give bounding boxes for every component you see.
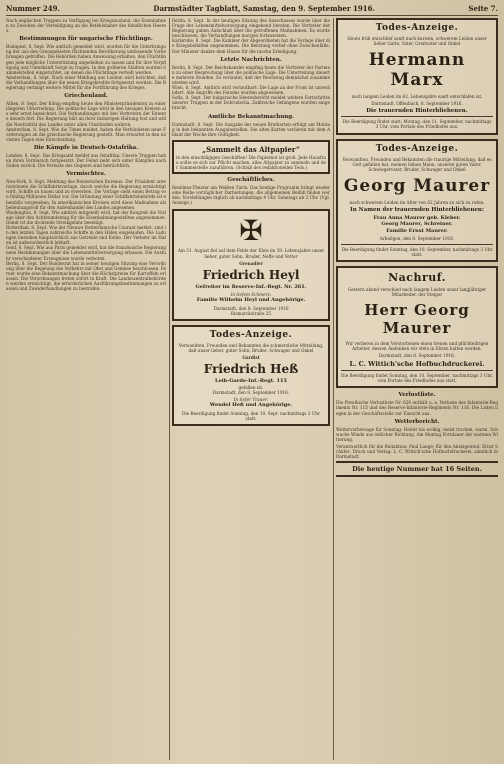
article-text: Residenz-Theater am Weißen Turm. Das heutige Programm bringt wieder eine Reihe vorzüglicher Darbietungen, die allgemeinen Beifall finden werden. Vorstellungen täglich ab nachmittags 4 Uhr. Sonntags ab 3 Uhr. (Vgl. Anzeige.) (172, 185, 330, 206)
article-heading: Wetterbericht. (394, 418, 440, 425)
notice-text: gefallen ist. (238, 384, 264, 390)
notice-funeral: Die Beerdigung findet Sonntag, den 10. Sept. nachmittags 3 Uhr statt. (182, 410, 320, 421)
column-2 (172, 18, 330, 760)
notice-heading: „Sammelt das Altpapier“ (202, 144, 300, 154)
notice-family: Familie Wilhelm Heyl und Angehörige. (196, 297, 306, 304)
masthead-date: Darmstädter Tagblatt, Samstag, den 9. September 1916. (153, 4, 375, 13)
notice-text: nach langem Leiden im 62. Lebensjahre sanft entschlafen ist. (351, 94, 483, 100)
notice-text: Wir verlieren in dem Verstorbenen einen treuen und pflichteifrigen Arbeiter, dessen Andenken wir stets in Ehren halten werden. (345, 340, 489, 351)
notice-title: Todes-Anzeige. (375, 23, 459, 33)
notice-grief: In tiefem Schmerz: (230, 292, 272, 298)
deceased-name: Georg Maurer (343, 175, 491, 196)
notice-rank: Grenadier (239, 260, 263, 266)
article-heading: Griechenland. (64, 93, 108, 100)
notice-son: Georg Maurer, Schreiner. (381, 221, 453, 228)
article-heading: Amtliche Bekanntmachung. (207, 113, 295, 120)
notice-funeral: Die Beerdigung findet Sonntag, den 10. September, nachmittags 3 Uhr statt. (341, 246, 493, 257)
divider (341, 244, 493, 245)
article-text: Athen, 8. Sept. Der König empfing heute den Ministerpräsidenten zu einer längeren Unterredung. Die politische Lage wird in den hiesigen Kreisen als sehr ernst bezeichnet. Die Verhandlungen mit den Vertretern der Entente dauern fort. Die Regierung hält an ihrer bisherigen Haltung fest und will die Neutralität des Landes unter allen Umständen wahren. (6, 101, 166, 127)
death-notice-heyl (172, 209, 330, 321)
page-number: Seite 7. (468, 4, 498, 13)
article-text: Berlin, 8. Sept. In der heutigen Sitzung des Ausschusses wurde über die Frage der Lebensmittelversorgung eingehend beraten. Die Vertreter der Regierung gaben Aufschluß über die getroffenen Maßnahmen. Es wurde beschlossen, die Verhandlungen morgen fortzusetzen. (172, 18, 330, 39)
article-text: Sofia, 8. Sept. Der bulgarische Heeresbericht meldet weitere Fortschritte unserer Truppen in der Dobrudscha. Zahlreiche Gefangene wurden eingebracht. (172, 95, 330, 111)
notice-wife: Frau Anna Maurer geb. Kleber. (373, 214, 461, 221)
notice-text: Verwandten, Freunden und Bekannten die schmerzliche Mitteilung, daß unser lieber, guter Sohn, Bruder, Schwager und Onkel (178, 343, 324, 354)
notice-funeral: Die Beerdigung findet Sonntag, den 10. September, nachmittags 3 Uhr, vom Portale des Friedhofes aus statt. (341, 373, 493, 384)
article-text: Die Preußische Verlustliste Nr. 626 enthält u. a. Verluste des Infanterie-Regiments Nr. 115 und des Reserve-Infanterie-Regiments Nr. 116. Die Listen liegen in der Geschäftsstelle zur Einsicht aus. (336, 400, 498, 416)
article-text: Budapest, 8. Sept. Wie amtlich gemeldet wird, wurden für die Unterbringung der aus den Grenzgebieten flüchtenden Bevölkerung umfassende Vorkehrungen getroffen. Die Behörden haben Anweisung erhalten, den Flüchtlingen jede mögliche Unterstützung angedeihen zu lassen und für ihre Verpflegung und Unterkunft Sorge zu tragen. In den größeren Städten wurden Sammelstellen eingerichtet, an denen die Flüchtlinge verteilt werden. (6, 44, 166, 75)
article-text: Rotterdam, 8. Sept. Wie der Nieuwe Rotterdamsche Courant meldet, sind in den letzten Tagen zahlreiche Schiffe in den Häfen eingelaufen. Die Ladungen bestehen hauptsächlich aus Getreide und Kohle. Der Verkehr im Hafen ist außerordentlich lebhaft. (6, 225, 166, 246)
notice-text: nach schwerem Leiden im Alter von 62 Jahren zu sich zu rufen. (349, 199, 485, 205)
article-text: Wettervorhersage für Sonntag: Heiter bis wolkig, meist trocken, warm. Schwache Winde aus östlicher Richtung. Am Montag Fortdauer der warmen Witterung. (336, 426, 498, 442)
notice-title: Nachruf. (388, 270, 446, 284)
article-text: London, 8. Sept. Das Kriegsamt meldet aus Ostafrika: Unsere Truppen haben ihren Vormarsch fortgesetzt. Der Feind zieht sich unter Kämpfen nach Süden zurück. Die Verluste des Gegners sind beträchtlich. (6, 152, 166, 169)
notice-firm: L. C. Wittich'sche Hofbuchdruckerei. (349, 360, 485, 369)
article-heading: Letzte Nachrichten. (220, 56, 282, 63)
notice-rank: Gardist (242, 355, 260, 361)
issue-number: Nummer 249. (6, 4, 60, 13)
article-text: Berlin, 8. Sept. Der Reichskanzler empfing heute die Vertreter der Parteien zu einer Besprechung über die politische Lage. Die Unterredung dauerte mehrere Stunden. Es verlautet, daß der Reichstag demnächst zusammentreten wird. (172, 64, 330, 85)
column-rule (333, 18, 334, 760)
article-text: Karlsruhe, 8. Sept. Die Kammer der Abgeordneten hat die Vorlage über die Kriegsbeihilfen angenommen. Die Beratung verlief ohne Zwischenfälle. Der Minister dankte dem Hause für die rasche Erledigung. (172, 38, 330, 54)
notice-place: Darmstadt, den 8. September 1916 (213, 305, 289, 311)
article-text: New-York, 8. Sept. Meldung des Reuterschen Bureaus: Der Präsident unterzeichnete die Schiffahrtsvorlage, durch welche die Regierung ermächtigt wird, Schiffe zu bauen und zu erwerben. Die Vorlage sieht einen Betrag von fünfzig Millionen Dollar vor. Die Gründung einer Schiffahrtsbehörde ist ebenfalls vorgesehen. In amerikanischen Kreisen wird diese Maßnahme als bedeutungsvoll für den Außenhandel des Landes angesehen. (6, 179, 166, 210)
deceased-name: Friedrich Heß (203, 362, 299, 377)
notice-title: Todes-Anzeige. (375, 143, 459, 154)
article-heading: Geschäftliches. (227, 177, 275, 184)
deceased-name: Friedrich Heyl (202, 267, 300, 282)
notice-grief: In tiefer Trauer: (233, 396, 269, 402)
notice-place: Arheilgen, den 8. September 1916. (379, 236, 455, 242)
notice-title: Todes-Anzeige. (209, 330, 293, 340)
notice-text: Heute früh entschlief sanft nach kurzem, schwerem Leiden unser lieber Gatte, Vater, Großvater und Onkel (347, 36, 487, 47)
divider (341, 370, 493, 371)
death-notice-marx (336, 18, 498, 135)
death-notice-maurer (336, 139, 498, 262)
imprint-text: Verantwortlich für die Redaktion: Paul Lange; für den Anzeigenteil: Ernst Schäfer; Druck und Verlag: L. C. Wittich'sche Hofbuchdruckerei, sämtlich in Darmstadt. (336, 443, 498, 460)
article-text: Nach englischen Truppen zu Verfügung bei Kriegszustand, die Eisenbahnen zu Zwecken der Verteidigung an die Befehlshaber des feindlichen Heeres. (6, 18, 166, 34)
article-text: Washington, 8. Sept. Wie amtlich mitgeteilt wird, hat der Kongreß die Vorlage über den Achtstundentag für die Eisenbahnangestellten angenommen. Damit ist die drohende Streikgefahr beseitigt. (6, 209, 166, 225)
article-text: Darmstadt, 8. Sept. Die Ausgabe der neuen Brotkarten erfolgt am Montag in den bekannten Ausgabestellen. Die alten Karten verlieren mit dem Ablauf der Woche ihre Gültigkeit. (172, 121, 330, 137)
column-3 (336, 18, 498, 760)
notice-unit: Leib-Garde-Inf.-Regt. 115 (215, 378, 287, 385)
article-text: Amsterdam, 8. Sept. Wie die Times meldet, haben die Verbündeten neue Forderungen an die griechische Regierung gestellt. Man erwartet in den nächsten Tagen eine Entscheidung. (6, 126, 166, 142)
notice-text: Verwandten, Freunden und Bekannten die traurige Mitteilung, daß es Gott gefallen hat, meinen lieben Mann, unseren guten Vater, Schwiegervater, Bruder, Schwager und Onkel (342, 156, 492, 172)
article-heading: Verlustliste. (398, 392, 436, 399)
notice-funeral: Die Beerdigung findet statt: Montag, den 11. September, nachmittags 3 Uhr, vom Portale des Friedhofes aus. (342, 119, 492, 130)
article-text: Wien, 8. Sept. Amtlich wird verlautbart: Die Lage an der Front ist unverändert. Alle Angriffe des Feindes wurden abgewiesen. (172, 85, 330, 96)
deceased-name: Hermann Marx (368, 50, 466, 91)
notice-place: Darmstadt, den 8. September 1916. (212, 389, 290, 395)
notice-text: in den einschlägigen Geschäften! Die Papiernot ist groß. Jede Hausfrau sollte es sich zur Pflicht machen, alles Altpapier zu sammeln und der Sammelstelle zuzuführen. (Schluß des redaktionellen Teils.) (176, 154, 326, 170)
notice-family: Wendel Heß und Angehörige. (209, 402, 293, 409)
article-text: Amsterdam, 8. Sept. Nach einer Meldung aus London wird berichtet, daß die Verhandlungen über die neuen Kriegskredite fortgesetzt werden. Die Regierung verlangt weitere Mittel für die Fortführung des Krieges. (6, 74, 166, 91)
page-header (6, 4, 498, 16)
notice-family: Familie Ernst Maurer. (386, 227, 448, 234)
page-count-notice: Die heutige Nummer hat 16 Seiten. (336, 461, 498, 477)
article-heading: Bestimmungen für ungarische Flüchtlinge. (19, 36, 153, 43)
deceased-name: Herr Georg Maurer (364, 300, 470, 337)
divider (341, 116, 493, 117)
iron-cross-icon: ✠ (239, 214, 263, 248)
death-notice-hess (172, 325, 330, 426)
notice-unit: Gefreiter im Reserve-Inf.-Regt. Nr. 261. (195, 283, 307, 290)
column-rule (169, 18, 170, 760)
article-text: Genf, 8. Sept. Wie aus Paris gemeldet wird, hat die französische Regierung neue Bestimmungen über die Lebensmittelversorgung erlassen. Die Ausfuhr verschiedener Erzeugnisse wurde verboten. (6, 245, 166, 261)
notice-place: Darmstadt, Offenbach, 8. September 1916. (371, 101, 463, 107)
notice-place: Darmstadt, den 8. September 1916. (378, 353, 456, 359)
notice-text: Am 31. August fiel auf dem Felde der Ehre im 39. Lebensjahre unser lieber, guter Sohn, Bruder, Neffe und Vetter (177, 248, 325, 259)
notice-text: Gestern abend verschied nach langem Leiden unser langjähriger Mitarbeiter, der Steiger (347, 286, 487, 297)
article-heading: Die Kämpfe in Deutsch-Ostafrika. (33, 144, 139, 151)
notice-signature: In Namen der trauernden Hinterbliebenen: (350, 206, 484, 213)
obituary-maurer (336, 266, 498, 389)
notice-box (172, 140, 330, 174)
article-heading: Vermischtes. (66, 171, 106, 178)
notice-signature: Die trauernden Hinterbliebenen. (366, 108, 468, 115)
column-1 (6, 18, 166, 760)
article-text: Berlin, 8. Sept. Der Bundesrat hat in seiner heutigen Sitzung eine Verordnung über die Regelung des Verkehrs mit Obst und Gemüse beschlossen. Ferner wurde eine Bekanntmachung über die Höchstpreise für Kartoffeln erlassen. Die Verordnungen treten sofort in Kraft. Die Landeszentralbehörden werden ermächtigt, die erforderlichen Ausführungsbestimmungen zu erlassen und Zuwiderhandlungen zu bestrafen. (6, 260, 166, 292)
notice-address: Bismarckstraße 25 (230, 310, 272, 316)
